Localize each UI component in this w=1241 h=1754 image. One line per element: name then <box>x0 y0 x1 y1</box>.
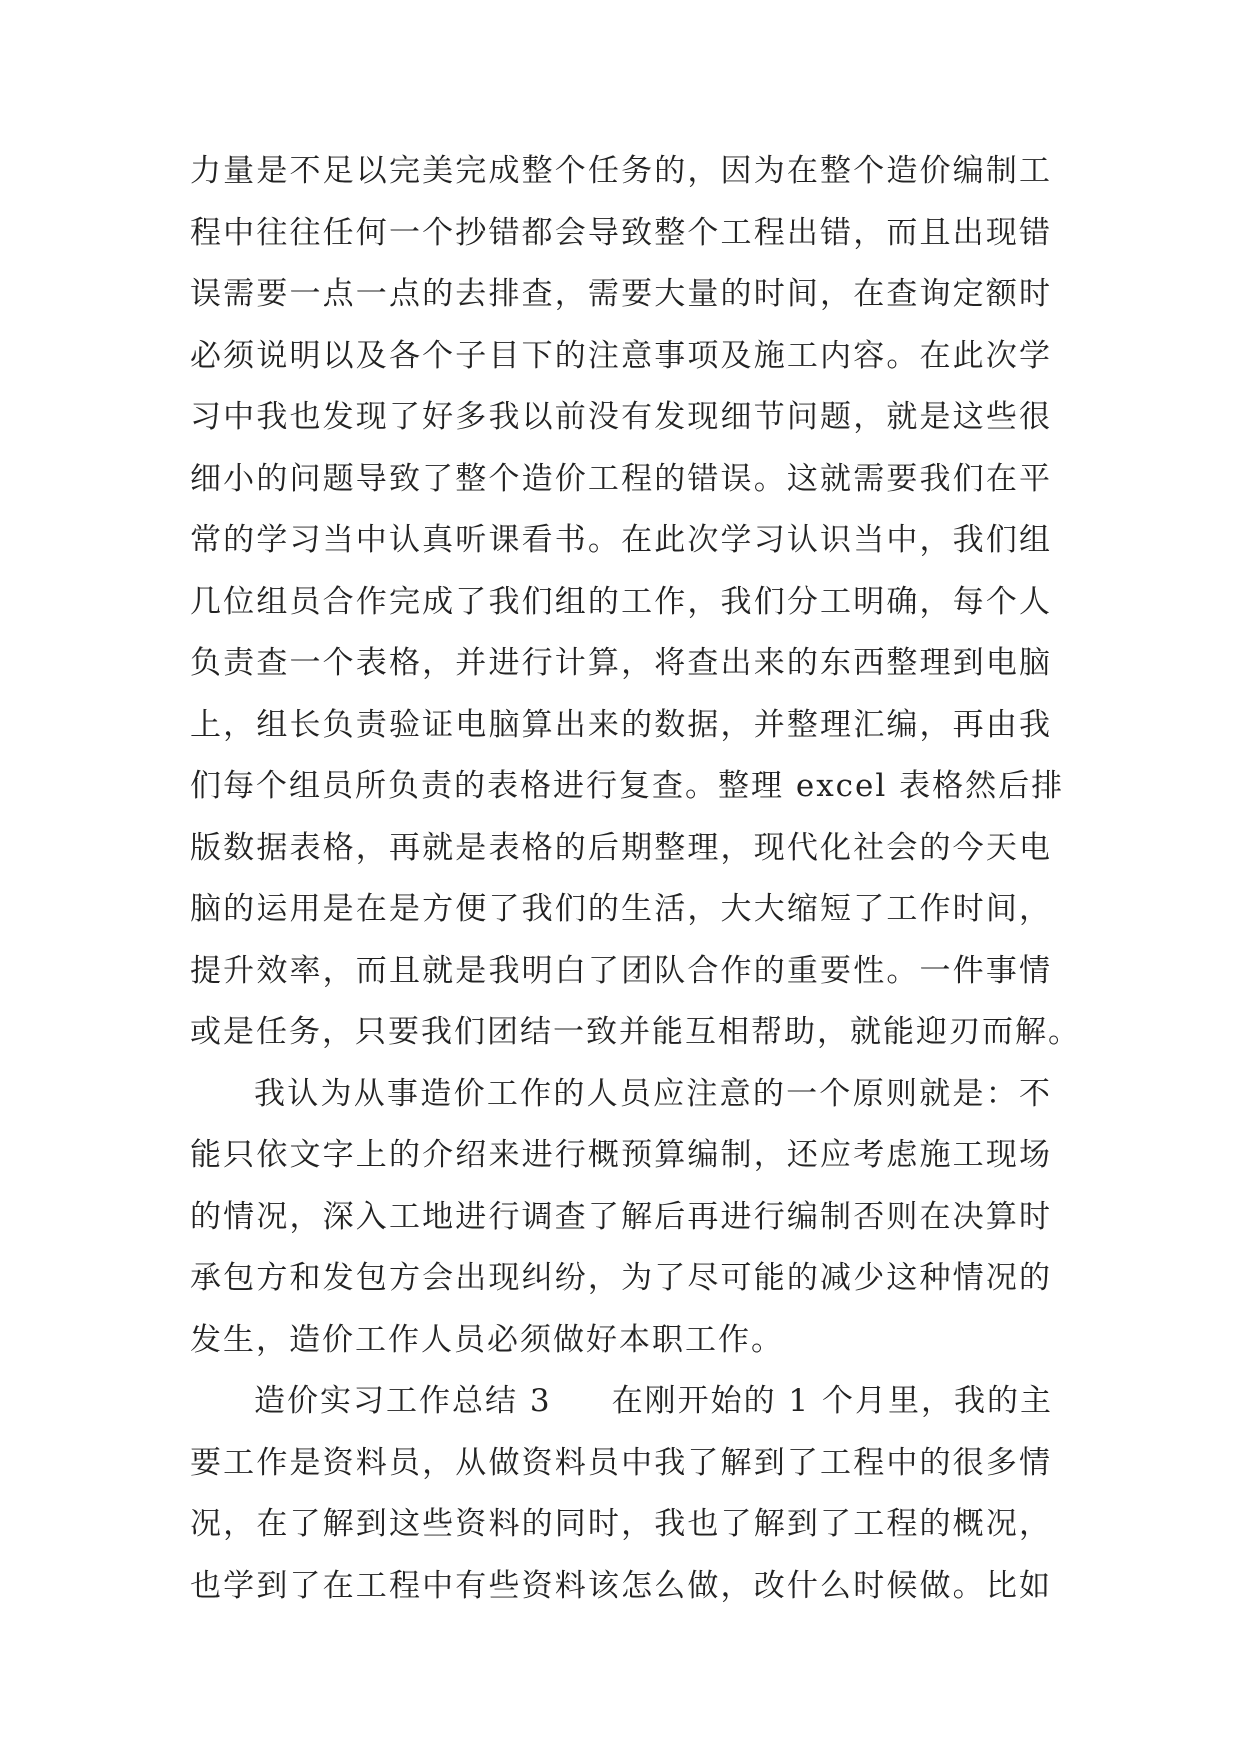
text-line: 脑的运用是在是方便了我们的生活，大大缩短了工作时间， <box>190 891 1052 927</box>
text-line: 的情况，深入工地进行调查了解后再进行编制否则在决算时 <box>190 1198 1052 1235</box>
text-line: 要工作是资料员，从做资料员中我了解到了工程中的很多情 <box>190 1444 1052 1481</box>
text-line: 提升效率，而且就是我明白了团队合作的重要性。一件事情 <box>190 952 1052 989</box>
text-line: 细小的问题导致了整个造价工程的错误。这就需要我们在平 <box>190 460 1052 497</box>
paragraph-2 <box>190 1064 1052 1372</box>
section-heading: 造价实习工作总结 3 <box>254 1383 552 1419</box>
text-line: 程中往往任何一个抄错都会导致整个工程出错，而且出现错 <box>190 214 1052 251</box>
document-body <box>190 141 1081 1617</box>
text-line: 负责查一个表格，并进行计算，将查出来的东西整理到电脑 <box>190 645 1052 681</box>
text-line: 常的学习当中认真听课看书。在此次学习认识当中，我们组 <box>190 522 1052 558</box>
text-line: 们每个组员所负责的表格进行复查。整理 excel 表格然后排 <box>190 768 1065 804</box>
text-line: 误需要一点一点的去排查，需要大量的时间，在查询定额时 <box>190 276 1052 312</box>
text-line: 上，组长负责验证电脑算出来的数据，并整理汇编，再由我 <box>190 706 1052 743</box>
paragraph-3 <box>190 1371 1052 1617</box>
text-line: 发生，造价工作人员必须做好本职工作。 <box>190 1321 784 1358</box>
text-line: 也学到了在工程中有些资料该怎么做，改什么时候做。比如 <box>190 1567 1052 1604</box>
text-line: 承包方和发包方会出现纠纷，为了尽可能的减少这种情况的 <box>190 1260 1052 1296</box>
text-line: 能只依文字上的介绍来进行概预算编制，还应考虑施工现场 <box>190 1137 1052 1173</box>
text-line: 几位组员合作完成了我们组的工作，我们分工明确，每个人 <box>190 583 1052 620</box>
text-line: 或是任务，只要我们团结一致并能互相帮助，就能迎刃而解。 <box>190 1014 1081 1050</box>
text-line: 力量是不足以完美完成整个任务的，因为在整个造价编制工 <box>190 153 1052 189</box>
text-line: 版数据表格，再就是表格的后期整理，现代化社会的今天电 <box>190 829 1052 866</box>
text-line: 我认为从事造价工作的人员应注意的一个原则就是：不 <box>254 1075 1052 1112</box>
text-line: 必须说明以及各个子目下的注意事项及施工内容。在此次学 <box>190 337 1052 374</box>
paragraph-1 <box>190 141 1081 1064</box>
text-line: 况，在了解到这些资料的同时，我也了解到了工程的概况， <box>190 1506 1052 1542</box>
text-line <box>190 1371 1052 1433</box>
text-span: 在刚开始的 1 个月里，我的主 <box>611 1383 1054 1419</box>
text-line: 习中我也发现了好多我以前没有发现细节问题，就是这些很 <box>190 399 1052 435</box>
